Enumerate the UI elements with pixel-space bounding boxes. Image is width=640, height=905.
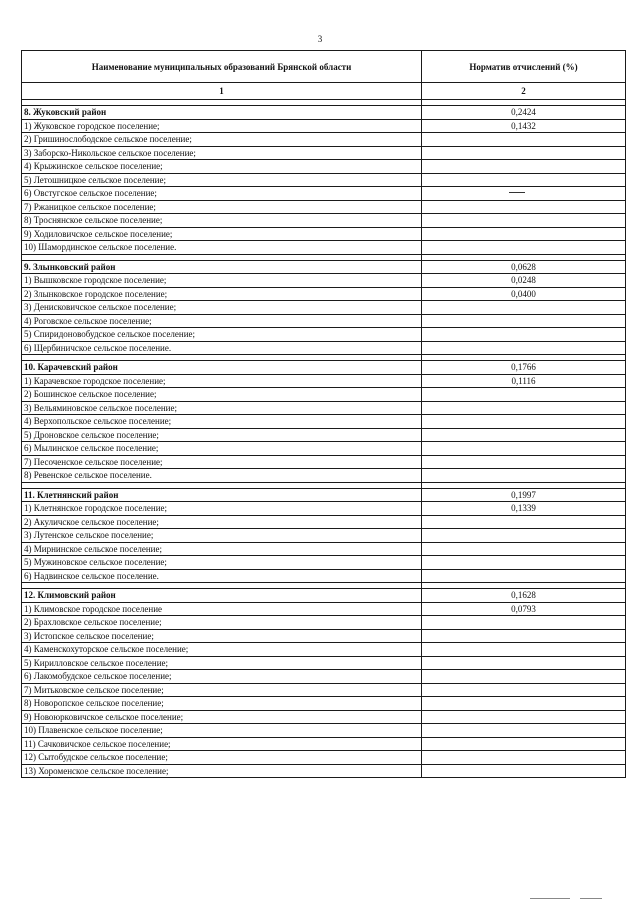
settlement-row: [22, 274, 626, 288]
rate-value: 0,1432: [422, 119, 626, 133]
settlement-row: [22, 415, 626, 429]
rate-value: [422, 214, 626, 228]
rate-value: [422, 515, 626, 529]
settlement-row: [22, 374, 626, 388]
settlement-row: [22, 173, 626, 187]
settlement-row: [22, 401, 626, 415]
settlement-name: 3) Денисковичское сельское поселение;: [22, 301, 422, 315]
rate-value: [422, 643, 626, 657]
district-name: 8. Жуковский район: [22, 106, 422, 120]
district-name: 10. Карачевский район: [22, 361, 422, 375]
rate-value: [422, 542, 626, 556]
settlement-row: [22, 515, 626, 529]
settlement-row: [22, 341, 626, 355]
settlement-row: [22, 683, 626, 697]
rate-value: [422, 455, 626, 469]
settlement-row: [22, 455, 626, 469]
column-number-1: 1: [22, 83, 422, 100]
district-row: [22, 106, 626, 120]
column-number-2: 2: [422, 83, 626, 100]
settlement-row: [22, 214, 626, 228]
settlement-row: [22, 724, 626, 738]
settlement-name: 5) Кирилловское сельское поселение;: [22, 656, 422, 670]
settlement-row: [22, 287, 626, 301]
settlement-row: [22, 160, 626, 174]
rate-value: [422, 187, 626, 201]
rate-value: [422, 173, 626, 187]
settlement-row: [22, 328, 626, 342]
rate-value: [422, 469, 626, 483]
rate-value: [422, 751, 626, 765]
rate-value: 0,0628: [422, 260, 626, 274]
rate-value: [422, 616, 626, 630]
settlement-row: [22, 133, 626, 147]
settlement-row: [22, 656, 626, 670]
rate-value: [422, 401, 626, 415]
settlement-name: 3) Истопское сельское поселение;: [22, 629, 422, 643]
rate-value: [422, 442, 626, 456]
district-name: 11. Клетнянский район: [22, 488, 422, 502]
rate-value: 0,0793: [422, 602, 626, 616]
settlement-name: 1) Климовское городское поселение: [22, 602, 422, 616]
table-body: [22, 100, 626, 778]
settlement-row: [22, 200, 626, 214]
settlement-name: 6) Овстугское сельское поселение;: [22, 187, 422, 201]
rate-value: 0,1997: [422, 488, 626, 502]
rate-value: [422, 656, 626, 670]
settlement-row: [22, 629, 626, 643]
rate-value: [422, 341, 626, 355]
footer-mark: [530, 898, 570, 899]
settlement-name: 7) Ржаницкое сельское поселение;: [22, 200, 422, 214]
rate-value: [422, 428, 626, 442]
column-number-row: [22, 83, 626, 100]
rate-value: [422, 737, 626, 751]
settlement-name: 10) Плавенское сельское поселение;: [22, 724, 422, 738]
rate-value: [422, 415, 626, 429]
rate-value: [422, 697, 626, 711]
rate-value: [422, 710, 626, 724]
rate-value: [422, 556, 626, 570]
settlement-name: 1) Клетнянское городское поселение;: [22, 502, 422, 516]
rate-value: [422, 241, 626, 255]
settlement-name: 4) Роговское сельское поселение;: [22, 314, 422, 328]
settlement-row: [22, 119, 626, 133]
settlement-name: 5) Летошницкое сельское поселение;: [22, 173, 422, 187]
settlement-row: [22, 314, 626, 328]
settlement-row: [22, 710, 626, 724]
district-row: [22, 488, 626, 502]
settlement-name: 11) Сачковичское сельское поселение;: [22, 737, 422, 751]
settlement-name: 8) Троснянское сельское поселение;: [22, 214, 422, 228]
rate-value: [422, 200, 626, 214]
rate-value: [422, 314, 626, 328]
settlement-row: [22, 388, 626, 402]
settlement-row: [22, 301, 626, 315]
settlement-row: [22, 556, 626, 570]
settlement-row: [22, 542, 626, 556]
rate-value: 0,1628: [422, 589, 626, 603]
column-header-municipality: Наименование муниципальных образований Брянской области: [22, 51, 422, 83]
settlement-name: 8) Новоропское сельское поселение;: [22, 697, 422, 711]
footer-mark: [580, 898, 602, 899]
rate-value: [422, 146, 626, 160]
settlement-name: 5) Дроновское сельское поселение;: [22, 428, 422, 442]
settlement-name: 6) Щербиничское сельское поселение.: [22, 341, 422, 355]
stray-mark: [509, 192, 525, 193]
settlement-name: 2) Гришинослободское сельское поселение;: [22, 133, 422, 147]
rate-value: [422, 328, 626, 342]
settlement-name: 3) Лутенское сельское поселение;: [22, 529, 422, 543]
district-name: 12. Климовский район: [22, 589, 422, 603]
settlement-row: [22, 502, 626, 516]
settlement-name: 6) Лакомобудское сельское поселение;: [22, 670, 422, 684]
settlement-row: [22, 469, 626, 483]
rate-value: 0,1766: [422, 361, 626, 375]
settlement-name: 6) Мылинское сельское поселение;: [22, 442, 422, 456]
settlement-row: [22, 241, 626, 255]
settlement-name: 5) Спиридоновобудское сельское поселение;: [22, 328, 422, 342]
settlement-row: [22, 737, 626, 751]
rate-value: [422, 724, 626, 738]
settlement-row: [22, 602, 626, 616]
settlement-row: [22, 616, 626, 630]
settlement-name: 12) Сытобудское сельское поселение;: [22, 751, 422, 765]
settlement-name: 7) Песоченское сельское поселение;: [22, 455, 422, 469]
settlement-name: 9) Новоюрковичское сельское поселение;: [22, 710, 422, 724]
settlement-name: 10) Шамординское сельское поселение.: [22, 241, 422, 255]
rate-value: [422, 683, 626, 697]
settlement-row: [22, 187, 626, 201]
district-row: [22, 260, 626, 274]
settlement-row: [22, 643, 626, 657]
column-header-rate: Норматив отчислений (%): [422, 51, 626, 83]
settlement-name: 1) Карачевское городское поселение;: [22, 374, 422, 388]
settlement-name: 9) Ходиловичское сельское поселение;: [22, 227, 422, 241]
settlement-name: 2) Злынковское городское поселение;: [22, 287, 422, 301]
rate-value: [422, 529, 626, 543]
settlement-name: 4) Каменскохуторское сельское поселение;: [22, 643, 422, 657]
district-name: 9. Злынковский район: [22, 260, 422, 274]
rate-value: [422, 133, 626, 147]
table-header-row: [22, 51, 626, 83]
rate-value: [422, 160, 626, 174]
settlement-row: [22, 764, 626, 778]
settlement-row: [22, 751, 626, 765]
settlement-row: [22, 442, 626, 456]
settlement-name: 8) Ревенское сельское поселение.: [22, 469, 422, 483]
rate-value: 0,0248: [422, 274, 626, 288]
district-row: [22, 361, 626, 375]
settlement-name: 4) Мирнинское сельское поселение;: [22, 542, 422, 556]
rate-value: 0,0400: [422, 287, 626, 301]
settlement-row: [22, 569, 626, 583]
district-row: [22, 589, 626, 603]
settlement-name: 6) Надвинское сельское поселение.: [22, 569, 422, 583]
settlement-name: 2) Акуличское сельское поселение;: [22, 515, 422, 529]
settlement-row: [22, 146, 626, 160]
settlement-row: [22, 428, 626, 442]
settlement-row: [22, 529, 626, 543]
settlement-name: 4) Крыжинское сельское поселение;: [22, 160, 422, 174]
rate-value: [422, 388, 626, 402]
rate-value: [422, 629, 626, 643]
page-number: 3: [317, 34, 323, 44]
settlement-name: 2) Бошинское сельское поселение;: [22, 388, 422, 402]
rate-value: [422, 227, 626, 241]
settlement-row: [22, 227, 626, 241]
settlement-row: [22, 697, 626, 711]
settlement-name: 4) Верхопольское сельское поселение;: [22, 415, 422, 429]
settlement-name: 2) Брахловское сельское поселение;: [22, 616, 422, 630]
settlement-name: 3) Вельяминовское сельское поселение;: [22, 401, 422, 415]
rate-value: 0,1339: [422, 502, 626, 516]
settlement-row: [22, 670, 626, 684]
rate-value: 0,2424: [422, 106, 626, 120]
rate-value: 0,1116: [422, 374, 626, 388]
rate-value: [422, 569, 626, 583]
allocation-table: [21, 50, 626, 778]
rate-value: [422, 764, 626, 778]
settlement-name: 3) Заборско-Никольское сельское поселение;: [22, 146, 422, 160]
settlement-name: 1) Жуковское городское поселение;: [22, 119, 422, 133]
settlement-name: 7) Митьковское сельское поселение;: [22, 683, 422, 697]
settlement-name: 5) Мужиновское сельское поселение;: [22, 556, 422, 570]
settlement-name: 13) Хороменское сельское поселение;: [22, 764, 422, 778]
rate-value: [422, 670, 626, 684]
settlement-name: 1) Вышковское городское поселение;: [22, 274, 422, 288]
rate-value: [422, 301, 626, 315]
